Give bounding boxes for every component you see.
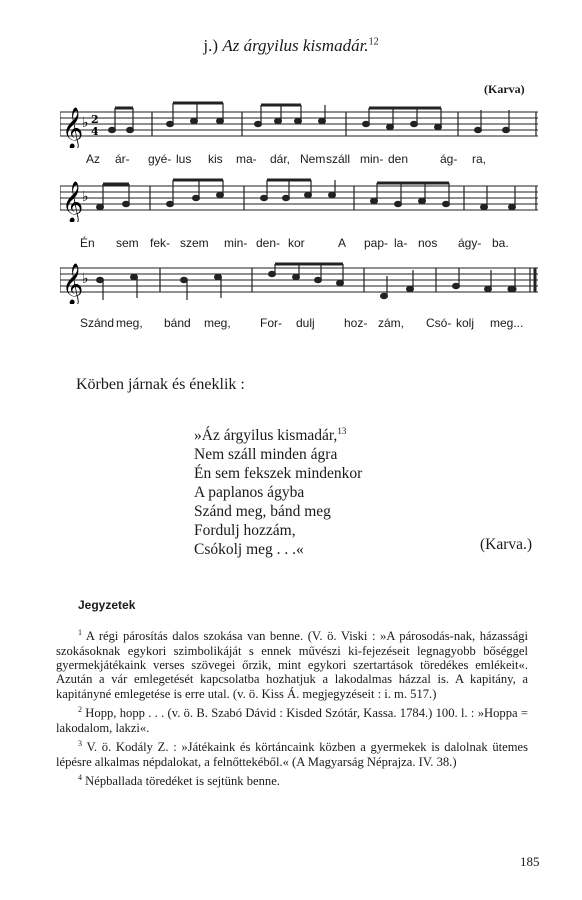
syllable: la- xyxy=(394,236,408,250)
syllable: kor xyxy=(288,236,305,250)
syllable: dulj xyxy=(296,316,315,330)
footnotes-heading: Jegyzetek xyxy=(78,598,136,612)
syllable: ba. xyxy=(492,236,509,250)
syllable: min- xyxy=(360,152,384,166)
time-sig-bottom: 4 xyxy=(91,125,99,138)
syllable: sem xyxy=(116,236,139,250)
syllable: meg... xyxy=(490,316,524,330)
song-title-text: Az árgyilus kismadár. xyxy=(222,36,369,55)
music-staff-2 xyxy=(60,174,538,222)
syllable: meg, xyxy=(116,316,143,330)
footnote-4: $^4$ Népballada töredéket is sejtünk benne. xyxy=(78,773,280,789)
flat-icon: ♭ xyxy=(82,115,89,131)
flat-icon: ♭ xyxy=(82,271,89,287)
syllable: Nem xyxy=(300,152,326,166)
music-staff-1 xyxy=(60,100,538,148)
syllable: min- xyxy=(224,236,248,250)
syllable: meg, xyxy=(204,316,231,330)
syllable: kis xyxy=(208,152,223,166)
syllable: szem xyxy=(180,236,209,250)
notes-line-1 xyxy=(109,103,536,136)
treble-clef-icon: 𝄞 xyxy=(62,264,84,304)
syllable: száll xyxy=(326,152,351,166)
lyrics-line-3 xyxy=(60,316,538,332)
poem-note-ref: 13 xyxy=(337,426,347,436)
treble-clef-icon: 𝄞 xyxy=(62,108,84,148)
poem-line-1: »Áz árgyilus kismadár,$^{13}$ xyxy=(194,426,347,445)
poem-source: (Karva.) xyxy=(480,536,533,553)
song-title-note: 12 xyxy=(368,36,379,48)
treble-clef-icon: 𝄞 xyxy=(62,182,84,222)
notes-line-2 xyxy=(97,180,536,210)
syllable: bánd xyxy=(164,316,191,330)
poem xyxy=(194,422,362,559)
syllable: ágy- xyxy=(458,236,482,250)
syllable: den- xyxy=(256,236,281,250)
poem-line-5: Szánd meg, bánd meg xyxy=(194,503,331,521)
syllable: lus xyxy=(176,152,192,166)
poem-line-3: Én sem fekszek mindenkor xyxy=(194,465,363,483)
syllable: Én xyxy=(80,236,95,250)
syllable: ág- xyxy=(440,152,458,166)
footnote-2: $^2$ Hopp, hopp . . . (v. ö. B. Szabó Dávid : Kisded Szótár, Kassa. 1784.) 100. l. : »Hoppa = lakodalom, lakzi«. xyxy=(56,705,528,735)
syllable: pap- xyxy=(364,236,389,250)
lyrics-line-1 xyxy=(60,152,538,168)
poem-line-6: Fordulj hozzám, xyxy=(194,522,296,540)
poem-line-7: Csókolj meg . . .« xyxy=(194,541,304,559)
syllable: kolj xyxy=(456,316,475,330)
song-number: j.) xyxy=(203,36,219,55)
intro-text: Körben járnak és éneklik : xyxy=(76,376,245,393)
poem-line-2: Nem száll minden ágra xyxy=(194,446,338,464)
page-number: 185 xyxy=(520,854,540,869)
syllable: A xyxy=(338,236,347,250)
footnotes xyxy=(56,626,528,791)
song-source: (Karva) xyxy=(484,82,525,96)
syllable: den xyxy=(388,152,409,166)
syllable: ma- xyxy=(236,152,257,166)
footnote-1: $^1$ A régi párosítás dalos szokása van benne. (V. ö. Viski : »A párosodás-nak, házassági szokásoknak egykori szimbolikáját s ennek művészi ki-fejezéseit legnagyobb bőséggel gyermekjátékaink verses szövegei őrzik, mint egykori szertartások töredékes emlékeit«. Azután a vár emlegetését kapcsolatba hozhatjuk a lakodalmas házzal is. A kapitány, a kapitányné emlegetése is erre utal. (v. ö. Kiss Á. megjegyzéseit : i. m. 517.) xyxy=(56,628,528,701)
music-staff-3 xyxy=(60,256,538,304)
notes-line-3 xyxy=(97,264,535,300)
syllable: dár, xyxy=(270,152,291,166)
syllable: Az xyxy=(86,152,101,166)
footnote-3: $^3$ V. ö. Kodály Z. : »Játékaink és körtáncaink közben a gyermekek is dalolnak ütemes lépésre alkalmas népdalokat, a felnőttekéből.« (A Magyarság Néprajza. IV. 38.) xyxy=(56,739,529,769)
poem-line-4: A paplanos ágyba xyxy=(194,484,305,502)
syllable: zám, xyxy=(378,316,405,330)
flat-icon: ♭ xyxy=(82,189,89,205)
syllable: Szánd xyxy=(80,316,115,330)
syllable: Csó- xyxy=(426,316,452,330)
syllable: ra, xyxy=(472,152,487,166)
lyrics-line-2 xyxy=(60,236,538,252)
syllable: fek- xyxy=(150,236,171,250)
syllable: gyé- xyxy=(148,152,172,166)
time-sig-top: 2 xyxy=(91,113,99,126)
syllable: For- xyxy=(260,316,282,330)
song-title xyxy=(0,36,582,56)
syllable: nos xyxy=(418,236,438,250)
syllable: ár- xyxy=(115,152,130,166)
syllable: hoz- xyxy=(344,316,368,330)
